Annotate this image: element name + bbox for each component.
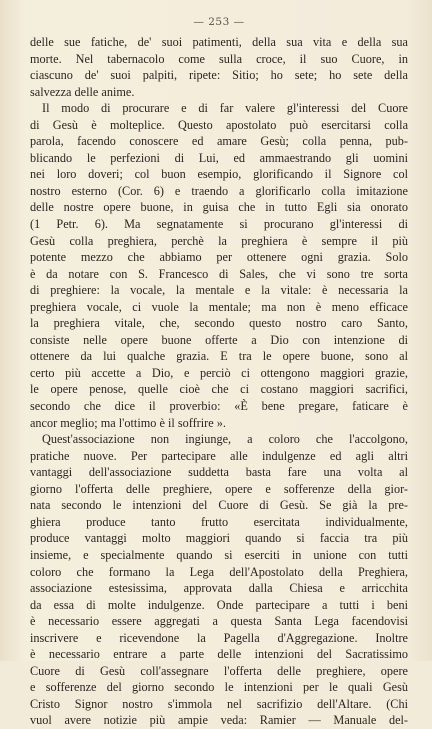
text-line: di preghiere: la vocale, la mentale e la vitale: è necessaria la [30,283,408,298]
text-line: Quest'associazione non ingiunge, a coloro che l'accolgono, [42,432,408,447]
text-line: la preghiera vitale, che, secondo questo nostro caro Santo, [30,316,408,331]
text-line: Cristo Signor nostro s'immola nel sacrifizio dell'Altare. (Chi [30,696,408,711]
text-line: produce vantaggi molto maggiori quando si faccia tra più [30,531,408,546]
text-line: vantaggi dell'associazione suddetta basta fare una volta al [30,465,408,480]
text-line: certo più accette a Dio, e perciò ci ottengono maggiori grazie, [30,365,408,380]
text-line: vuol avere notizie più ampie veda: Ramier — Manuale del- [30,713,408,728]
text-line: ottenere da lui qualche grazia. E tra le opere buone, sono al [30,349,408,364]
text-line: salvezza delle anime. [30,84,135,99]
text-line: è necessario entrare a parte delle intenzioni del Sacratissimo [30,647,408,662]
text-line: Gesù colla preghiera, perchè la preghiera è sempre il più [30,233,408,248]
text-line: potente mezzo che abbiamo per ottenere ogni grazia. Solo [30,250,408,265]
text-line: è da notare con S. Francesco di Sales, che vi sono tre sorta [30,266,408,281]
text-line: nata secondo le intenzioni del Cuore di Gesù. Se già la pre- [30,498,408,513]
text-line: ciascuno de' suoi palpiti, ripete: Sitio; ho sete; ho sete della [30,68,408,83]
text-line: è necessario essere aggregati a questa Santa Lega facendovisi [30,614,408,629]
text-line: insieme, e specialmente quando si eserciti in unione con tutti [30,547,408,562]
text-line: nostro esterno (Cor. 6) e traendo a glorificarlo colla imitazione [30,183,408,198]
text-line: Il modo di procurare e di far valere gl'interessi del Cuore [42,101,408,116]
body-text [30,34,408,729]
text-line: inscrivere e ricevendone la Pagella d'Aggregazione. Inoltre [30,630,408,645]
text-line: coloro che formano la Lega dell'Apostolato della Preghiera, [30,564,408,579]
text-line: pratiche nuove. Per partecipare alle indulgenze ed agli altri [30,448,408,463]
text-line: (1 Petr. 6). Ma segnatamente si procurano gl'interessi di [30,217,408,232]
text-line: delle sue fatiche, de' suoi patimenti, della sua vita e della sua [30,35,408,49]
text-line: e sofferenze del giorno secondo le intenzioni per le quali Gesù [30,680,408,695]
text-line: nei loro doveri; col buon esempio, glorificando il Signore col [30,167,408,182]
text-line: ancor meglio; ma l'ottimo è il soffrire ». [30,415,226,430]
text-line: ghiera produce tanto frutto esercitata individualmente, [30,514,408,529]
text-line: di Gesù è molteplice. Questo apostolato può esercitarsi colla [30,117,408,132]
text-line: consiste nelle opere buone offerte a Dio con intenzione di [30,332,408,347]
text-line: da essa di molte indulgenze. Onde partecipare a tutti i beni [30,597,408,612]
text-line: giorno l'offerta delle preghiere, opere e sofferenze della gior- [30,481,408,496]
text-line: delle nostre opere buone, in guisa che in tutto Egli sia onorato [30,200,408,215]
text-line: associazione estesissima, approvata dalla Chiesa e arricchita [30,581,408,596]
text-line: preghiera vocale, ci vuole la mentale; ma non è meno efficace [30,299,408,314]
page-number: — 253 — [193,16,245,28]
text-line: parola, facendo conoscere ed amare Gesù; colla penna, pub- [30,134,408,149]
text-line: morte. Nel tabernacolo come sulla croce, il suo Cuore, in [30,51,408,66]
text-line: secondo che dice il proverbio: «È bene pregare, faticare è [30,399,408,414]
text-line: le opere penose, quelle cioè che ci costano maggiori sacrifici, [30,382,408,397]
text-line: Cuore di Gesù coll'assegnare l'offerta delle preghiere, opere [30,663,408,678]
text-line: blicando le perfezioni di Lui, ed ammaestrando gli uomini [30,150,408,165]
